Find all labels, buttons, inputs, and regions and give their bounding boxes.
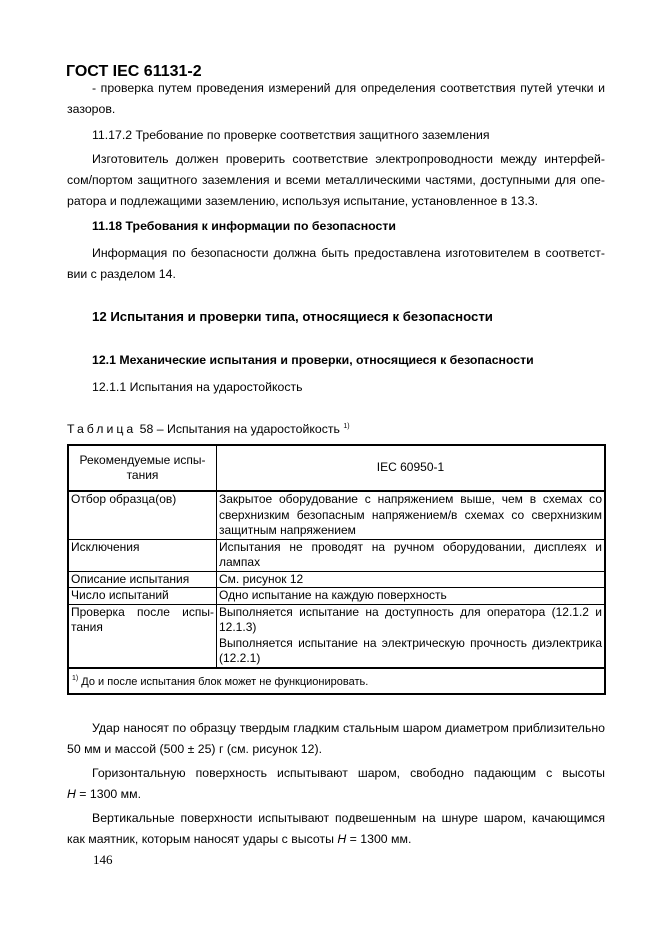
table-cell-value: Закрытое оборудование с напряжением выше, чем в схемах со сверхнизким безопасным напряжением/в схемах со сверхнизким защитным напряжением <box>217 491 606 539</box>
paragraph-text: = 1300 мм. <box>75 787 142 801</box>
table-caption-text: 58 – Испытания на ударостойкость <box>139 422 340 436</box>
table-row <box>68 539 605 571</box>
table-row <box>68 604 605 668</box>
paragraph-line: 50 мм и массой (500 ± 25) г (см. рисунок 12). <box>67 742 322 756</box>
paragraph-line: зазоров. <box>67 102 116 116</box>
table-row <box>68 491 605 539</box>
table-caption-footnote-mark: 1) <box>343 423 350 430</box>
paragraph-line <box>67 784 141 805</box>
section-heading-11-18: 11.18 Требования к информации по безопасности <box>92 219 396 233</box>
page-number: 146 <box>93 852 113 867</box>
variable-h: H <box>67 787 76 801</box>
table-footnote <box>68 668 605 695</box>
paragraph-line <box>67 829 411 850</box>
impact-test-table <box>67 444 606 695</box>
paragraph-line: Горизонтальную поверхность испытывают шаром, свободно падающим с высоты <box>92 766 605 780</box>
table-cell-value-line: Выполняется испытание на электрическую прочность диэлектрика (12.2.1) <box>219 635 602 665</box>
section-heading-12-1: 12.1 Механические испытания и проверки, относящиеся к безопасности <box>92 353 534 367</box>
table-cell-label: Проверка после испы-тания <box>68 604 217 668</box>
table-caption <box>67 422 350 436</box>
paragraph-line: Вертикальные поверхности испытывают подвешенным на шнуре шаром, качающимся <box>92 811 605 825</box>
section-heading-11-17-2: 11.17.2 Требование по проверке соответствия защитного заземления <box>92 128 490 142</box>
section-heading-12-1-1: 12.1.1 Испытания на ударостойкость <box>92 380 303 394</box>
paragraph-line: Удар наносят по образцу твердым гладким стальным шаром диаметром приблизительно <box>92 721 605 735</box>
table-header-cell: Рекомендуемые испы-тания <box>68 445 217 491</box>
paragraph-line: Изготовитель должен проверить соответствие электропроводности между интерфей- <box>92 152 605 166</box>
paragraph-line: вии с разделом 14. <box>67 267 176 281</box>
table-caption-word: Таблица <box>67 422 137 436</box>
table-cell-label: Число испытаний <box>68 588 217 605</box>
paragraph-line: сом/портом защитного заземления и всеми металлическими частями, доступными для опе- <box>67 173 605 187</box>
table-cell-value: См. рисунок 12 <box>217 571 606 588</box>
table-cell-value-line: Выполняется испытание на доступность для оператора (12.1.2 и 12.1.3) <box>219 604 602 634</box>
variable-h: H <box>337 832 347 846</box>
table-cell-label: Описание испытания <box>68 571 217 588</box>
paragraph-line: ратора и подлежащими заземлению, используя испытание, установленное в 13.3. <box>67 194 539 208</box>
paragraph-text: как маятник, которым наносят удары с высоты <box>67 832 338 846</box>
table-cell-value: Испытания не проводят на ручном оборудовании, дисплеях и лампах <box>217 539 606 571</box>
table-footnote-row <box>68 668 605 695</box>
table-footnote-mark: 1) <box>72 674 79 682</box>
document-title: ГОСТ IEC 61131-2 <box>66 63 202 80</box>
table-cell-value <box>217 604 606 668</box>
table-row <box>68 588 605 605</box>
table-cell-label: Отбор образца(ов) <box>68 491 217 539</box>
section-heading-12: 12 Испытания и проверки типа, относящиеся к безопасности <box>92 309 493 324</box>
table-header-cell: IEC 60950-1 <box>217 445 606 491</box>
paragraph-line: Информация по безопасности должна быть предоставлена изготовителем в соответст- <box>92 246 605 260</box>
table-row <box>68 571 605 588</box>
paragraph-line: - проверка путем проведения измерений для определения соответствия путей утечки и <box>92 81 605 95</box>
table-cell-value: Одно испытание на каждую поверхность <box>217 588 606 605</box>
table-footnote-text: До и после испытания блок может не функционировать. <box>81 675 369 688</box>
table-cell-label: Исключения <box>68 539 217 571</box>
table-header-row <box>68 445 605 491</box>
paragraph-text: = 1300 мм. <box>346 832 412 846</box>
